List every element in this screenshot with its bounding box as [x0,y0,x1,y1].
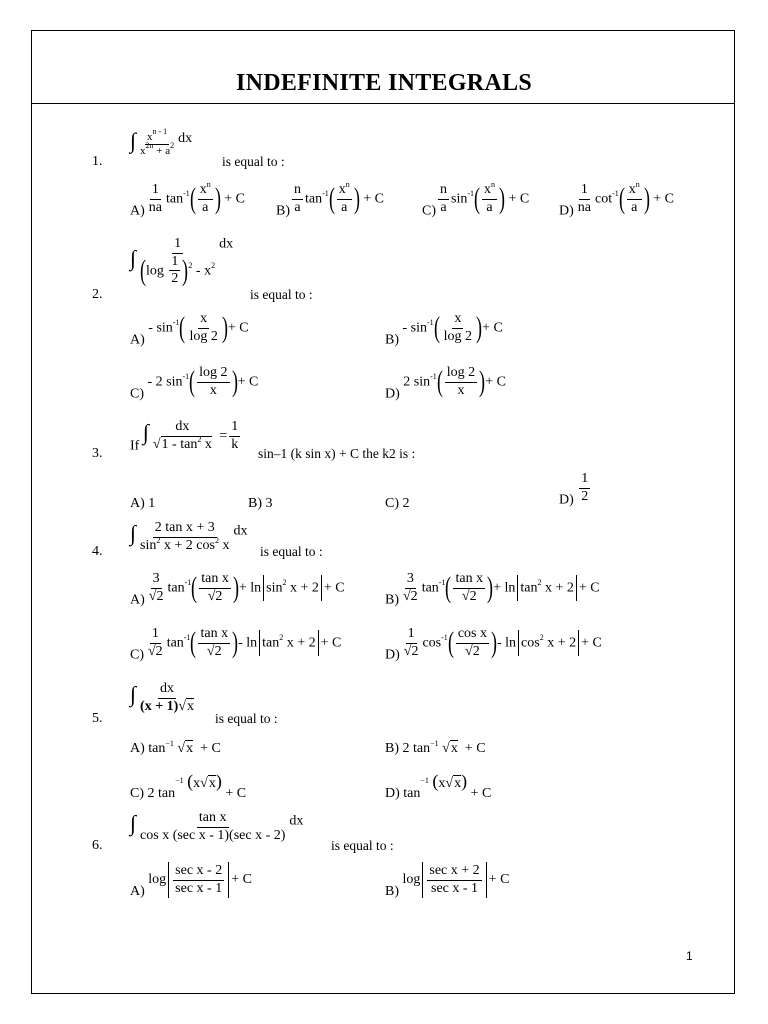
page-number: 1 [686,949,693,963]
question-5-number: 5. [92,711,103,726]
question-3-statement: If ∫ $\frac{dx}{√1 - \tan^2 x}$ = $\frac{1}{k}$ [130,419,239,454]
question-6-option-a: A) log $\frac{\text{sec x - 2}}{\text{sec x - 1}}$ + C [130,862,252,900]
question-4-number: 4. [92,544,103,559]
question-1-integral: ∫ $\frac{x^{n - 1}}{x^{2n} + a^2}$ dx [130,126,193,158]
question-4-option-d: D) $\frac{1}{√2}$ $\cos^{-1}$( $\frac{\text{cos x}}{√2}$ )- $\ln \cos^2 x + 2 + C$ [385,626,602,663]
question-3-option-a: A) 1 [130,496,156,511]
question-1-option-b: B) $\frac{n}{a}$ $\tan^{-1}$( $\frac{x^n}{a}$ ) + C [276,180,385,219]
question-2-integral: ∫ 1 (log $\frac{1}{2}$ )$^2 - x^2$ dx [130,236,234,287]
question-1-number: 1. [92,154,103,169]
question-4-option-b: B) $\frac{3}{√2}$ $\tan^{-1}$( $\frac{\text{tan x}}{√2}$ )+ $\ln \tan^2 x + 2 + C$ [385,571,600,608]
question-5-option-d: D) $\tan^{-1} (x√x) + C$ [385,771,492,801]
question-2-number: 2. [92,287,103,302]
question-3-text: sin–1 (k sin x) + C the k2 is : [258,446,416,461]
question-3-option-c: C) 2 [385,496,410,511]
question-5-option-c: C) 2 $\tan^{-1} (x√x) + C$ [130,771,247,801]
question-1-prompt: is equal to : [222,154,285,169]
question-6-number: 6. [92,838,103,853]
question-5-integral: ∫ $\frac{dx}{(x + 1)√x}$ [130,681,195,714]
question-2-option-b: $B) - \sin^{-1}$( $\frac{x}{\log 2}$ )+ C [385,311,503,348]
question-2-prompt: is equal to : [250,287,313,302]
question-6-integral: ∫ $\frac{\text{tan x}}{\text{cos x (sec x - 1)(sec x - 2)}}$ dx [130,810,304,843]
question-1-option-c: C) $\frac{n}{a}$ $\sin^{-1}$( $\frac{x^n}{a}$ ) + C [422,180,530,219]
question-3-option-d: D) $\frac{1}{2}$ [559,471,589,508]
question-4-integral: ∫ $\frac{\text{2 tan x + 3}}{\sin^2 x + 2 \cos^2 x}$ dx [130,520,248,553]
question-6-prompt: is equal to : [331,838,394,853]
question-5-option-b: B) 2 $\tan^{-1} √x + C$ [385,739,486,756]
page-title: INDEFINITE INTEGRALS [235,70,533,96]
title-divider [31,103,735,104]
question-2-option-d: D) 2 $\sin^{-1}$( $\frac{\log 2}{x}$ )+ C [385,365,506,402]
question-1-option-d: D) $\frac{1}{na}$ $\cot^{-1}$( $\frac{x^n}{a}$ ) + C [559,180,675,219]
question-1-option-a: A) $\frac{1}{na}$ $\tan^{-1}$( $\frac{x^n}{a}$ ) + C [130,180,246,219]
question-4-option-a: A) $\frac{3}{√2}$ $\tan^{-1}$( $\frac{\text{tan x}}{√2}$ )+ $\ln \sin^2 x + 2 + C$ [130,571,345,608]
question-4-prompt: is equal to : [260,544,323,559]
question-6-option-b: B) log $\frac{\text{sec x + 2}}{\text{sec x - 1}}$ + C [385,862,510,900]
question-3-number: 3. [92,446,103,461]
question-5-prompt: is equal to : [215,711,278,726]
question-4-option-c: C) $\frac{1}{√2}$ $\tan^{-1}$( $\frac{\text{tan x}}{√2}$ )- $\ln \tan^2 x + 2 + C$ [130,626,342,663]
question-2-option-c: C) - 2 $\sin^{-1}$( $\frac{\log 2}{x}$ )+ C [130,365,259,402]
question-2-option-a: $A) - \sin^{-1}$( $\frac{x}{\log 2}$ )+ C [130,311,249,348]
question-5-option-a: A) $\tan^{-1} √x + C$ [130,739,221,756]
question-3-option-b: B) 3 [248,496,273,511]
